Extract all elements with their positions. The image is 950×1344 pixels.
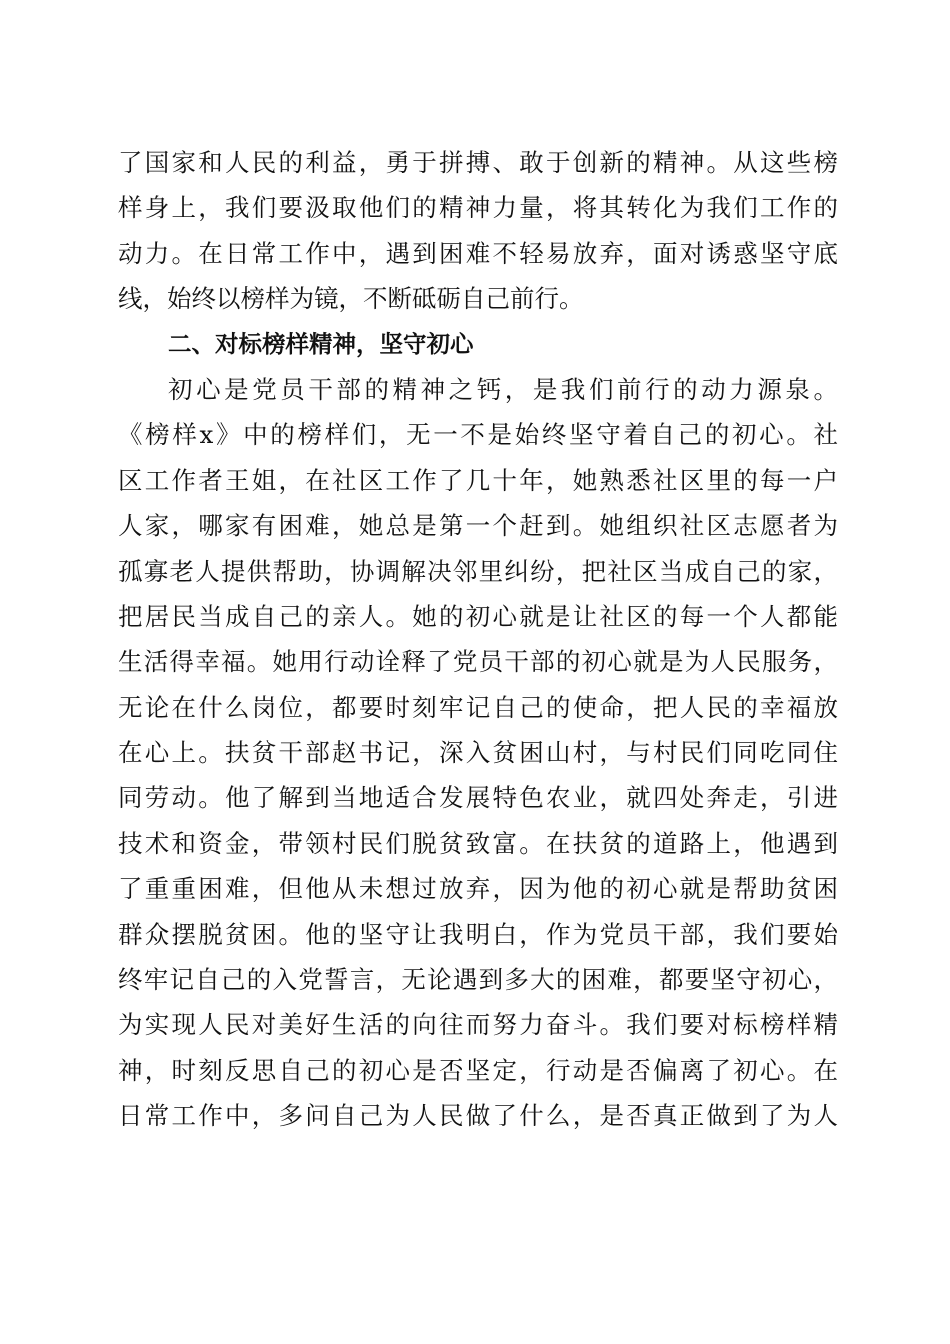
text-line: 在心上。扶贫干部赵书记，深入贫困山村，与村民们同吃同住 xyxy=(118,738,838,768)
document-body xyxy=(118,140,838,1139)
text-line: 动力。在日常工作中，遇到困难不轻易放弃，面对诱惑坚守底 xyxy=(118,238,838,268)
text-line: 《榜样x》中的榜样们，无一不是始终坚守着自己的初心。社 xyxy=(118,420,838,450)
text-line: 神，时刻反思自己的初心是否坚定，行动是否偏离了初心。在 xyxy=(118,1055,838,1085)
text-line: 初心是党员干部的精神之钙，是我们前行的动力源泉。 xyxy=(168,374,838,404)
text-line: 无论在什么岗位，都要时刻牢记自己的使命，把人民的幸福放 xyxy=(118,692,838,722)
text-line: 人家，哪家有困难，她总是第一个赶到。她组织社区志愿者为 xyxy=(118,511,838,541)
section-heading: 二、对标榜样精神，坚守初心 xyxy=(168,329,474,358)
paragraph-1 xyxy=(118,140,838,322)
text-line: 终牢记自己的入党誓言，无论遇到多大的困难，都要坚守初心， xyxy=(118,965,838,995)
text-line: 了重重困难，但他从未想过放弃，因为他的初心就是帮助贫困 xyxy=(118,874,838,904)
text-line: 同劳动。他了解到当地适合发展特色农业，就四处奔走，引进 xyxy=(118,783,838,813)
text-line: 为实现人民对美好生活的向往而努力奋斗。我们要对标榜样精 xyxy=(118,1010,838,1040)
text-line: 了国家和人民的利益，勇于拼搏、敢于创新的精神。从这些榜 xyxy=(118,148,838,177)
text-line: 样身上，我们要汲取他们的精神力量，将其转化为我们工作的 xyxy=(118,193,838,223)
text-line: 技术和资金，带领村民们脱贫致富。在扶贫的道路上，他遇到 xyxy=(118,828,838,858)
text-line: 孤寡老人提供帮助，协调解决邻里纠纷，把社区当成自己的家， xyxy=(118,556,838,586)
text-line: 日常工作中，多问自己为人民做了什么，是否真正做到了为人 xyxy=(118,1101,838,1131)
text-line: 线，始终以榜样为镜，不断砥砺自己前行。 xyxy=(118,284,584,314)
text-line: 把居民当成自己的亲人。她的初心就是让社区的每一个人都能 xyxy=(118,601,838,631)
text-line: 生活得幸福。她用行动诠释了党员干部的初心就是为人民服务， xyxy=(118,647,838,677)
paragraph-2 xyxy=(118,367,838,1139)
text-line: 群众摆脱贫困。他的坚守让我明白，作为党员干部，我们要始 xyxy=(118,919,838,949)
text-line: 区工作者王姐，在社区工作了几十年，她熟悉社区里的每一户 xyxy=(118,465,838,495)
